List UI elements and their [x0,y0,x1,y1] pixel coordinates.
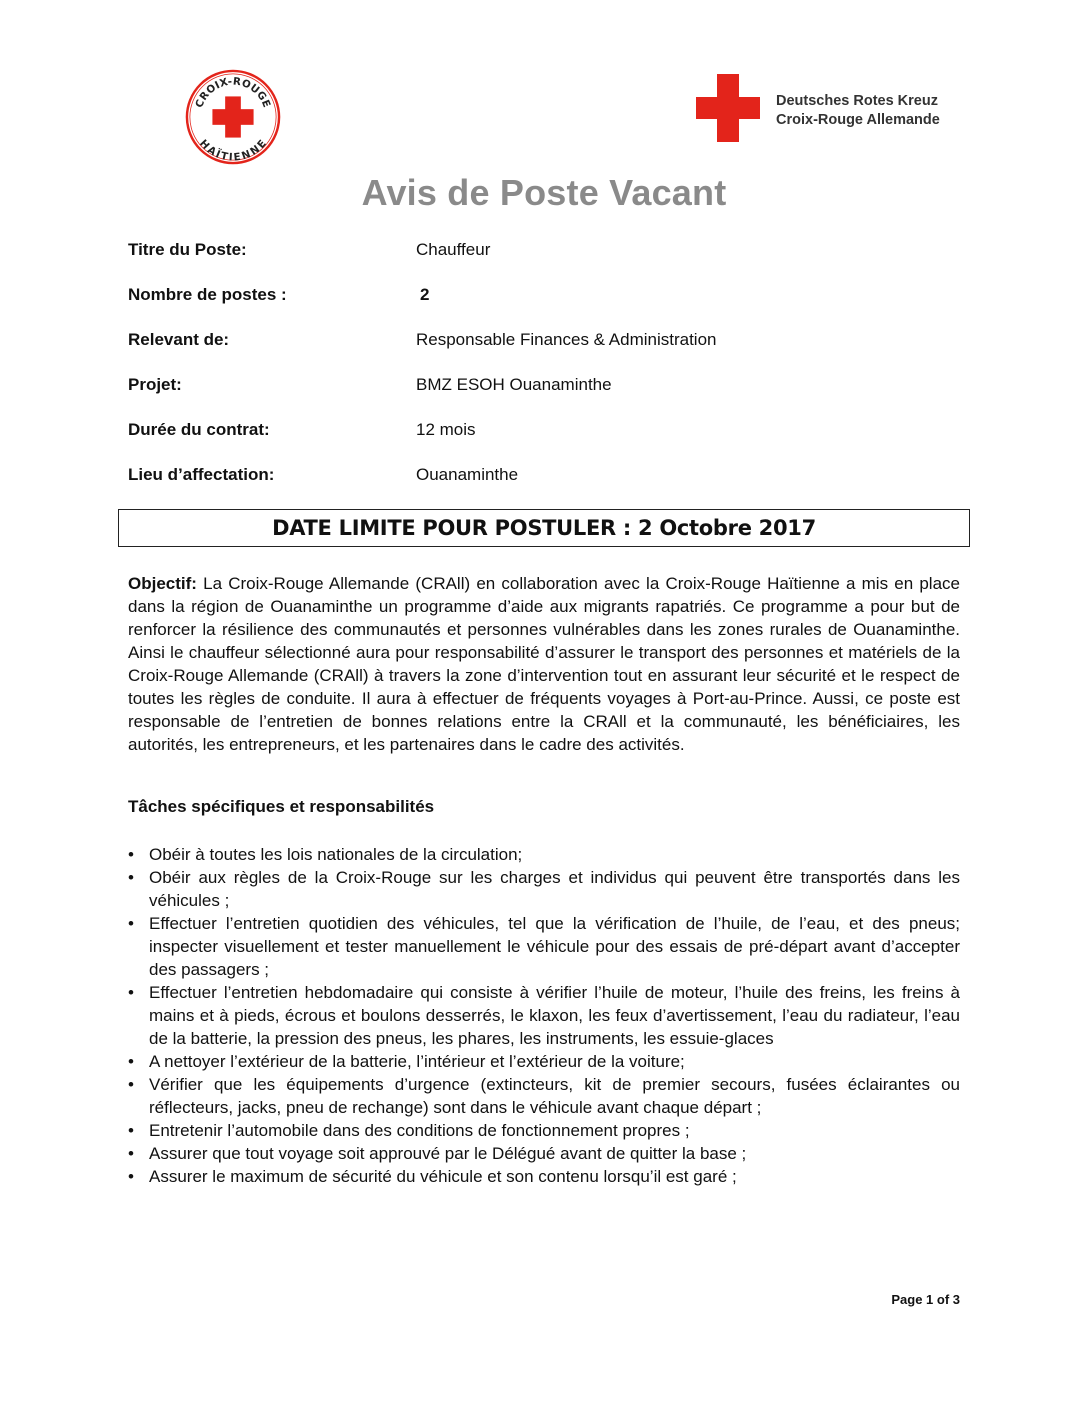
page-title: Avis de Poste Vacant [361,172,727,213]
info-value: 12 mois [416,420,476,439]
info-label: Relevant de: [128,330,230,349]
list-item: • Assurer que tout voyage soit approuvé par le Délégué avant de quitter la base ; [128,1142,960,1165]
list-item: • Effectuer l’entretien quotidien des véhicules, tel que la vérification de l’huile, de l’eau, et des pneus; inspecter visuellement et tester manuellement le véhicule pour des essais de pré-départ avant d’accepter des passagers ; [128,912,960,981]
info-value: BMZ ESOH Ouanaminthe [416,375,612,394]
info-label: Projet: [128,375,182,394]
tasks-list [128,843,960,1188]
info-label: Durée du contrat: [128,420,270,439]
svg-text:CROIX-ROUGE: CROIX-ROUGE [193,75,273,110]
page-number: Page 1 of 3 [891,1292,960,1307]
list-item: • Obéir aux règles de la Croix-Rouge sur les charges et individus qui peuvent être transportés dans les véhicules ; [128,866,960,912]
drk-logo [696,74,976,146]
info-value: Responsable Finances & Administration [416,330,717,349]
svg-text:HAÏTIENNE: HAÏTIENNE [197,137,270,164]
croix-rouge-haitienne-logo [184,68,282,166]
info-value: Chauffeur [416,240,491,259]
tasks-heading: Tâches spécifiques et responsabilités [128,797,435,816]
drk-line-2: Croix-Rouge Allemande [776,112,940,128]
list-item: • Assurer le maximum de sécurité du véhicule et son contenu lorsqu’il est garé ; [128,1165,960,1188]
deadline-banner: DATE LIMITE POUR POSTULER : 2 Octobre 2017 [118,509,970,547]
list-item: • Obéir à toutes les lois nationales de la circulation; [128,843,960,866]
info-value: 2 [420,285,430,304]
objective-text: La Croix-Rouge Allemande (CRAll) en collaboration avec la Croix-Rouge Haïtienne a mis en place dans la région de Ouanaminthe un programme d’aide aux migrants rapatriés. Ce programme a pour but de renforcer la résilience des communautés et personnes vulnérables dans les zones rurales de Ouanaminthe. Ainsi le chauffeur sélectionné aura pour responsabilité d’assurer le transport des personnes et matériels de la Croix-Rouge Allemande (CRAll) à travers la zone d’intervention tout en assurant leur sécurité et le respect de toutes les règles de conduite. Il aura à effectuer de fréquents voyages à Port-au-Prince. Aussi, ce poste est responsable de l’entretien de bonnes relations entre la CRAll et la communauté, les bénéficiaires, les autorités, les entrepreneurs, et les partenaires dans le cadre des activités. [128,574,960,754]
drk-logo-text [776,92,940,130]
list-item: • Effectuer l’entretien hebdomadaire qui consiste à vérifier l’huile de moteur, l’huile des freins, les freins à mains et à pieds, écrous et boulons desserrés, le klaxon, les feux d’avertissement, l’eau du radiateur, l’eau de la batterie, la pression des pneus, les phares, les instruments, les essuie-glaces [128,981,960,1050]
red-cross-icon [696,74,760,142]
objective-label: Objectif: [128,574,197,593]
objective-paragraph [128,572,960,756]
list-item: • Vérifier que les équipements d’urgence (extincteurs, kit de premier secours, fusées éclairantes ou réflecteurs, jacks, pneu de rechange) sont dans le véhicule avant chaque départ ; [128,1073,960,1119]
list-item: • Entretenir l’automobile dans des conditions de fonctionnement propres ; [128,1119,960,1142]
info-label: Lieu d’affectation: [128,465,275,484]
drk-line-1: Deutsches Rotes Kreuz [776,93,938,109]
info-value: Ouanaminthe [416,465,519,484]
list-item: • A nettoyer l’extérieur de la batterie, l’intérieur et l’extérieur de la voiture; [128,1050,960,1073]
red-cross-seal-icon [184,68,282,166]
info-label: Titre du Poste: [128,240,247,259]
info-label: Nombre de postes : [128,285,287,304]
